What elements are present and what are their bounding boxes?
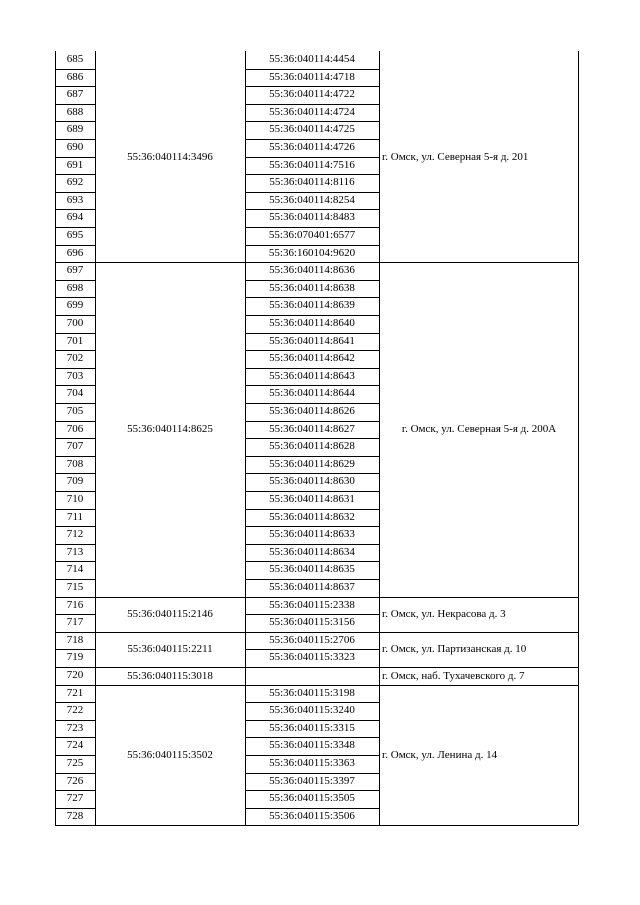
cadastral-number: 55:36:040114:8627 [269,422,355,435]
row-divider [245,667,379,668]
row-number: 713 [66,545,84,558]
parent-cadastral-number: 55:36:040115:2146 [127,608,213,621]
cadastral-number: 55:36:040114:8640 [269,317,355,329]
row-number: 710 [66,493,84,505]
column-rule [379,51,380,825]
parent-cadastral-number: 55:36:040115:3018 [127,669,213,682]
cadastral-number: 55:36:040114:8626 [269,405,355,417]
cadastral-number: 55:36:040114:8116 [269,176,355,189]
cadastral-number: 55:36:040115:3315 [269,721,355,734]
row-number: 722 [66,704,84,717]
row-number: 724 [66,739,84,752]
row-number: 685 [66,53,84,65]
cadastral-number: 55:36:040114:8637 [269,581,355,593]
cadastral-number: 55:36:040115:3348 [269,739,355,752]
row-number: 689 [66,123,84,136]
row-number: 718 [66,633,84,646]
group-divider [379,685,578,686]
row-number: 687 [66,88,84,101]
cadastral-number: 55:36:040115:2706 [269,633,355,646]
parent-cadastral-number: 55:36:040115:2211 [127,643,213,656]
row-number: 725 [66,757,84,769]
row-number: 709 [66,475,84,488]
cadastral-number: 55:36:040114:4725 [269,123,355,136]
row-number: 695 [66,229,84,241]
column-rule [55,51,56,825]
row-number: 712 [66,528,84,541]
cadastral-number: 55:36:040114:4722 [269,88,355,101]
row-number: 696 [66,246,84,259]
row-number: 715 [66,581,84,593]
cadastral-number: 55:36:040115:3323 [269,651,355,664]
row-number: 694 [66,211,84,224]
group-divider [95,597,245,598]
row-number: 720 [66,669,84,681]
cadastral-number: 55:36:040114:8633 [269,528,355,541]
address: г. Омск, ул. Некрасова д. 3 [382,608,506,621]
row-number: 728 [66,809,84,822]
cadastral-number: 55:36:040115:3240 [269,704,355,717]
column-rule [245,51,246,825]
cadastral-number: 55:36:040115:3506 [269,809,355,822]
row-number: 706 [66,422,84,435]
cadastral-number: 55:36:040115:2338 [269,598,355,611]
column-rule [578,51,579,825]
group-divider [379,825,578,826]
row-number: 703 [66,369,84,382]
address: г. Омск, ул. Северная 5-я д. 200А [401,423,557,436]
cadastral-number: 55:36:040114:8630 [269,475,355,488]
row-number: 708 [66,457,84,470]
cadastral-number: 55:36:070401:6577 [268,229,356,241]
group-divider [95,262,245,263]
row-number: 701 [66,334,84,347]
group-divider [95,825,245,826]
cadastral-number: 55:36:040114:4726 [269,141,355,153]
row-number: 723 [66,721,84,734]
row-number: 717 [66,616,84,629]
row-number: 719 [66,651,84,664]
cadastral-number: 55:36:040114:7516 [269,158,355,171]
row-number: 726 [66,774,84,787]
row-number: 699 [66,299,84,312]
row-number: 714 [66,563,84,576]
cadastral-number: 55:36:160104:9620 [268,246,356,259]
row-number: 705 [66,405,84,417]
row-number: 692 [66,176,84,189]
cadastral-number: 55:36:040114:8641 [269,334,355,347]
cadastral-number: 55:36:040114:8629 [269,457,355,470]
cadastral-number: 55:36:040114:4724 [269,105,355,118]
cadastral-number: 55:36:040114:8636 [269,264,355,277]
cadastral-number: 55:36:040115:3397 [269,774,355,787]
parent-cadastral-number: 55:36:040115:3502 [127,749,213,761]
address: г. Омск, ул. Северная 5-я д. 201 [382,150,529,163]
cadastral-number: 55:36:040114:4718 [269,70,355,83]
cadastral-number: 55:36:040114:8634 [269,545,355,558]
cadastral-number: 55:36:040114:8644 [269,387,355,400]
row-number: 702 [66,352,84,365]
cadastral-number: 55:36:040115:3198 [269,686,355,699]
address: г. Омск, ул. Партизанская д. 10 [382,643,527,656]
cadastral-number: 55:36:040114:8642 [269,352,355,365]
group-divider [379,632,578,633]
column-rule [95,51,96,825]
row-number: 690 [66,141,84,153]
group-divider [95,632,245,633]
cadastral-number: 55:36:040114:8631 [269,493,355,505]
row-number: 686 [66,70,84,83]
parent-cadastral-number: 55:36:040114:8625 [127,423,213,436]
row-number: 707 [66,440,84,453]
row-number: 711 [66,510,84,523]
group-divider [95,685,245,686]
cadastral-number: 55:36:040114:8639 [269,299,355,312]
cadastral-number: 55:36:040114:8632 [269,510,355,523]
row-number: 716 [66,598,84,611]
cadastral-number: 55:36:040114:8643 [269,369,355,382]
cadastral-number: 55:36:040115:3505 [269,792,355,805]
cadastral-number: 55:36:040114:8483 [269,211,355,224]
row-divider [245,825,379,826]
address: г. Омск, наб. Тухачевского д. 7 [382,669,525,682]
row-number: 688 [66,105,84,118]
row-number: 721 [66,686,84,699]
cadastral-number: 55:36:040115:3363 [269,757,355,769]
row-number: 691 [66,158,84,171]
row-number: 697 [66,264,84,277]
group-divider [379,597,578,598]
row-number: 727 [66,792,84,805]
row-divider [55,825,95,826]
cadastral-number: 55:36:040114:4454 [269,53,355,65]
row-number: 693 [66,193,84,206]
address: г. Омск, ул. Ленина д. 14 [382,749,498,761]
cadastral-number: 55:36:040114:8635 [269,563,355,576]
row-number: 700 [66,317,84,329]
cadastral-number: 55:36:040114:8628 [269,440,355,453]
cadastral-number: 55:36:040114:8254 [269,193,355,206]
cadastral-number: 55:36:040115:3156 [269,616,355,629]
row-number: 704 [66,387,84,400]
cadastral-number: 55:36:040114:8638 [269,281,355,294]
group-divider [379,262,578,263]
parent-cadastral-number: 55:36:040114:3496 [127,150,213,163]
row-number: 698 [66,281,84,294]
